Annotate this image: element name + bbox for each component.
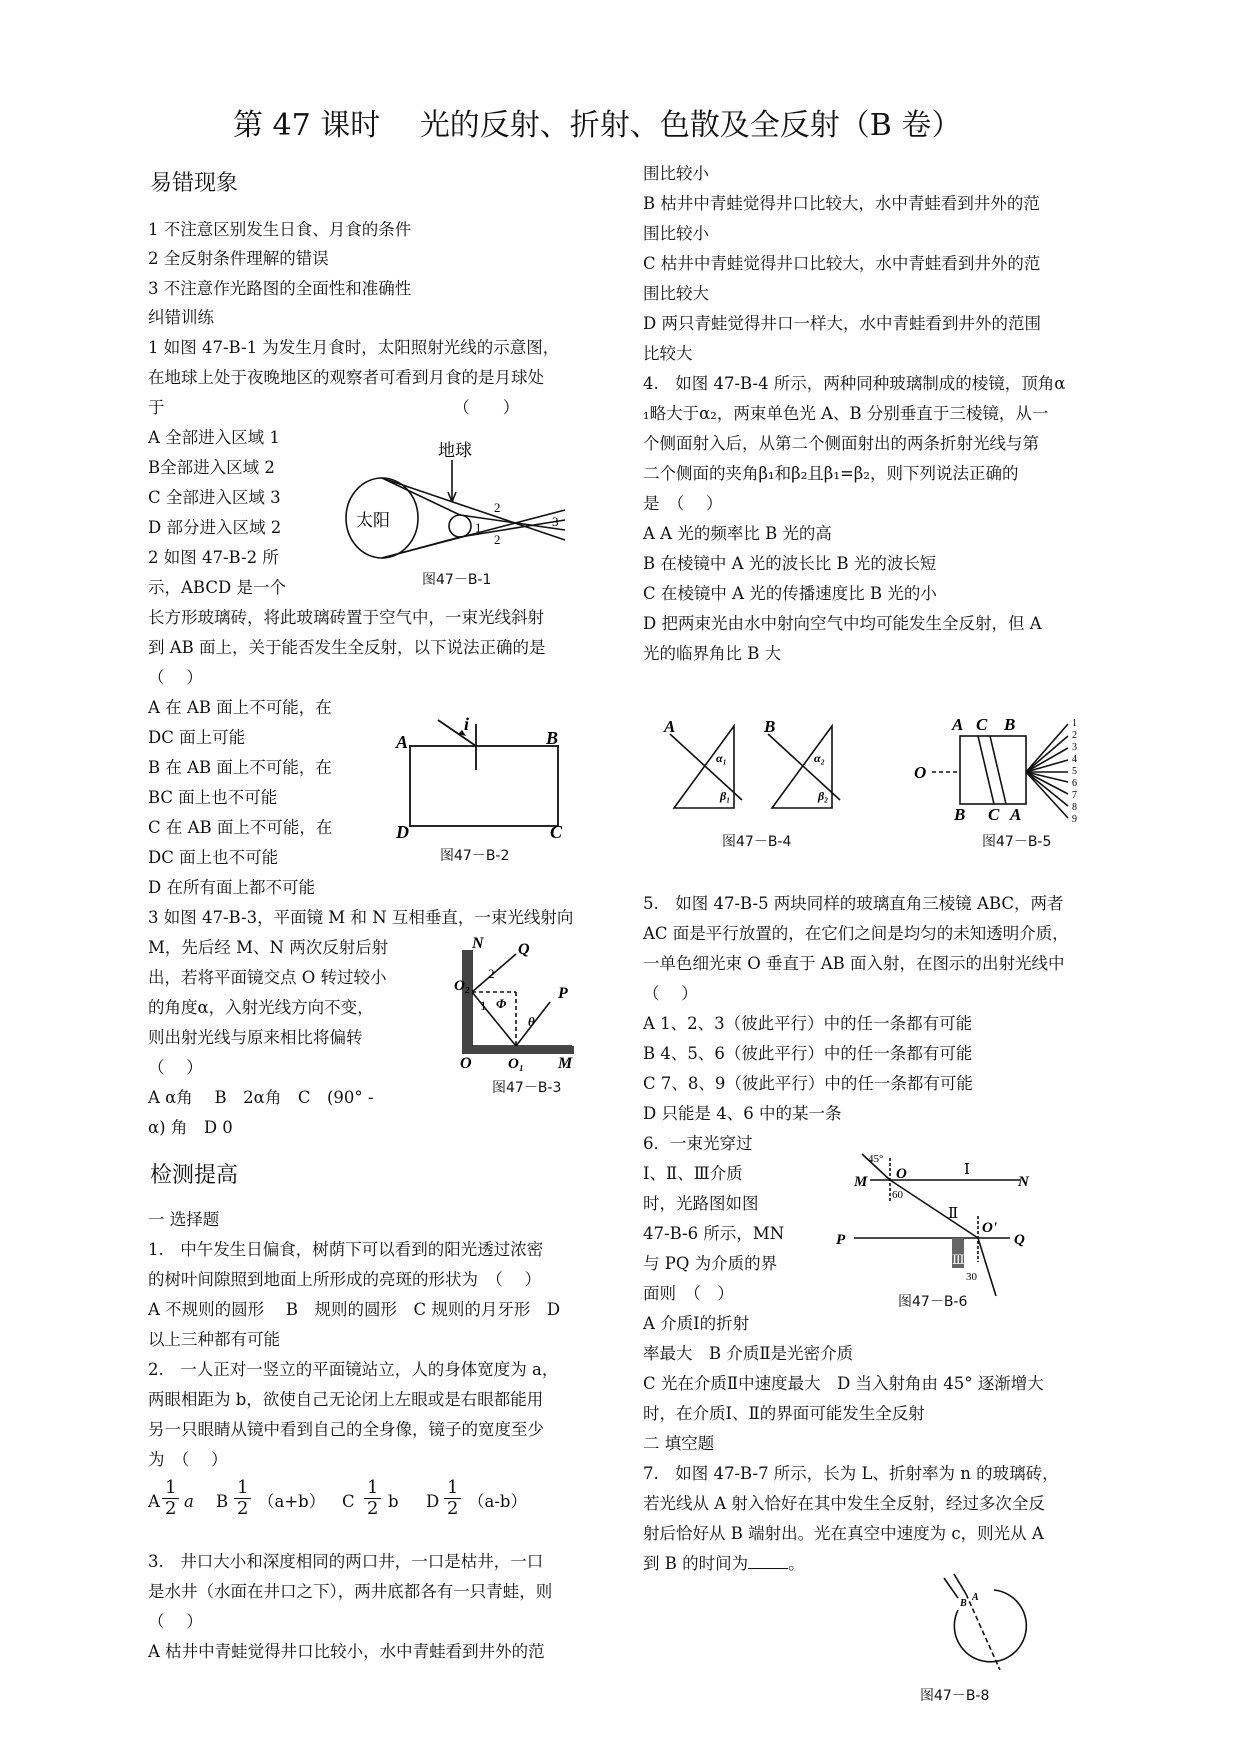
option-text: （a-b） [468,1492,527,1511]
fraction [234,1478,251,1519]
question-text: 个侧面射入后，从第二个侧面射出的两条折射光线与第 [643,434,1039,453]
question-text-part: 到 B 的时间为 [643,1554,749,1573]
mistake-item: 2 全反射条件理解的错误 [148,249,329,268]
question-text: AC 面是平行放置的，在它们之间是均匀的未知透明介质， [643,924,1069,943]
question-text: 2 如图 47-B-2 所 [148,548,279,567]
question-text: 7. 如图 47-B-7 所示，长为 L、折射率为 n 的玻璃砖， [643,1464,1059,1483]
option-text: A A 光的频率比 B 光的高 [643,524,832,543]
option-text: D 只能是 4、6 中的某一条 [643,1104,842,1123]
ray-number: 2 [1072,730,1077,741]
numerator: 1 [364,1478,381,1499]
medium-label: Ⅱ [948,1206,959,1222]
option-text: DC 面上可能 [148,728,246,747]
denominator: 2 [165,1498,177,1519]
question-text: 到 AB 面上，关于能否发生全反射，以下说法正确的是 [148,638,546,657]
subheading-correction: 纠错训练 [148,308,214,327]
option-text: a [184,1492,194,1511]
ray-number: 1 [480,998,487,1013]
option-text: DC 面上也不可能 [148,848,279,867]
page-title: 第 47 课时 光的反射、折射、色散及全反射（B 卷） [233,108,962,143]
question-text: 3 如图 47-B-3，平面镜 M 和 N 互相垂直，一束光线射向 [148,908,574,927]
option-text: B 在棱镜中 A 光的波长比 B 光的波长短 [643,554,937,573]
figure-caption: 图47－B-4 [722,834,792,850]
angle-label: 60 [892,1189,903,1201]
option-letter: A [148,1492,160,1511]
question-text: 为 （ ） [148,1450,228,1469]
question-text-part: 。 [788,1554,805,1573]
figure-caption: 图47－B-3 [492,1080,562,1096]
interface-label: N [1018,1174,1029,1190]
question-text: ₁略大于α₂，两束单色光 A、B 分别垂直于三棱镜，从一 [643,404,1049,423]
question-text: 47-B-6 所示，MN [643,1224,785,1243]
ray-number: 8 [1072,802,1077,813]
question-text: 的角度α，入射光线方向不变， [148,998,374,1017]
subheading-choice: 一 选择题 [148,1210,220,1229]
question-text: 与 PQ 为介质的界 [643,1254,778,1273]
option-text: C 光在介质Ⅱ中速度最大 D 当入射角由 45° 逐渐增大 [643,1374,1044,1393]
option-text: A 介质Ⅰ的折射 [643,1314,750,1333]
region-label: 2 [494,500,501,515]
question-text: 则出射光线与原来相比将偏转 [148,1028,363,1047]
question-text: 面则 （ ） [643,1284,734,1303]
vertex-label: A [952,715,964,734]
option-text: D 把两束光由水中射向空气中均可能发生全反射，但 A [643,614,1042,633]
option-text: B 在 AB 面上不可能，在 [148,758,332,777]
region-label: 3 [552,514,559,529]
option-letter: B [216,1492,229,1511]
option-text: C 枯井中青蛙觉得井口比较大，水中青蛙看到井外的范 [643,254,1041,273]
subheading-fill: 二 填空题 [643,1434,715,1453]
figure-47-b-3 [448,928,578,1072]
point-label: O₂ [454,978,471,994]
vertex-label: D [396,822,409,842]
question-text: 3. 井口大小和深度相同的两口井，一口是枯井，一口 [148,1552,544,1571]
ray-number: 2 [488,966,495,981]
vertex-label: A [396,732,409,752]
figure-47-b-6 [836,1150,1030,1300]
option-text: C 在棱镜中 A 光的传播速度比 B 光的小 [643,584,937,603]
question-text: 一单色细光束 O 垂直于 AB 面入射，在图示的出射光线中 [643,954,1065,973]
medium-label: Ⅲ [952,1252,965,1267]
vertex-label: A [1010,805,1022,824]
question-text: 是水井（水面在井口之下），两井底都各有一只青蛙，则 [148,1582,553,1601]
interface-label: P [836,1232,846,1248]
figure-47-b-5 [910,716,1090,824]
numerator: 1 [162,1478,179,1499]
ray-label: Q [518,941,530,958]
ray-number: 7 [1072,790,1077,801]
option-text: 率最大 B 介质Ⅱ是光密介质 [643,1344,854,1363]
earth-circle [449,515,471,537]
question-text [643,1554,805,1574]
option-text: 围比较大 [643,284,709,303]
denominator: 2 [237,1498,249,1519]
mistake-item: 3 不注意作光路图的全面性和准确性 [148,279,412,298]
option-text: b [388,1492,399,1511]
ray-number: 5 [1072,766,1077,777]
angle-label: β₂ [818,789,829,803]
ray-label: P [558,985,568,1002]
point-label: O' [982,1220,997,1236]
option-text: 比较大 [643,344,693,363]
option-text: 围比较小 [643,164,709,183]
figure-caption: 图47－B-6 [898,1294,968,1310]
vertex-label: B [546,728,559,748]
angle-label: θ [528,1014,535,1029]
denominator: 2 [367,1498,379,1519]
option-text: B 4、5、6（彼此平行）中的任一条都有可能 [643,1044,973,1063]
option-text: B 枯井中青蛙觉得井口比较大，水中青蛙看到井外的范 [643,194,1040,213]
option-text: A 全部进入区域 1 [148,428,280,447]
ray-number: 6 [1072,778,1077,789]
question-text: 6．一束光穿过 [643,1134,753,1153]
question-text: M，先后经 M、N 两次反射后射 [148,938,389,957]
region-label: 2 [494,532,501,547]
numerator: 1 [444,1478,461,1499]
figure-caption: 图47－B-2 [440,848,510,864]
question-text: 4. 如图 47-B-4 所示，两种同种玻璃制成的棱镜，顶角α [643,374,1066,393]
ray-number: 9 [1072,814,1077,825]
numerator: 1 [234,1478,251,1499]
option-text: A 在 AB 面上不可能，在 [148,698,332,717]
question-text: 二个侧面的夹角β₁和β₂且β₁=β₂，则下列说法正确的 [643,464,1019,483]
vertex-label: C [988,805,1000,824]
question-text: 2. 一人正对一竖立的平面镜站立，人的身体宽度为 a， [148,1360,559,1379]
option-text: C 在 AB 面上不可能，在 [148,818,333,837]
mistake-item: 1 不注意区别发生日食、月食的条件 [148,220,412,239]
figure-47-b-2 [396,714,576,842]
fraction [364,1478,381,1519]
figure-caption: 图47－B-1 [422,572,492,588]
vertex-label: B [1004,715,1016,734]
question-text: （ ） [643,984,698,1003]
option-text: D 两只青蛙觉得井口一样大，水中青蛙看到井外的范围 [643,314,1041,333]
incident-ray [438,720,476,746]
question-text: 5. 如图 47-B-5 两块同样的玻璃直角三棱镜 ABC，两者 [643,894,1064,913]
angle-label: Φ [496,996,507,1011]
angle-label: β₁ [720,789,731,803]
question-text: 射后恰好从 B 端射出。光在真空中速度为 c，则光从 A [643,1524,1044,1543]
angle-label: i [464,714,470,734]
vertex-label: B [954,805,966,824]
ray-a [670,734,742,800]
question-text: 1 如图 47-B-1 为发生月食时，太阳照射光线的示意图， [148,338,560,357]
point-label: O₁ [508,1056,525,1072]
answer-blank[interactable] [748,1568,788,1569]
sun-label: 太阳 [356,511,390,530]
option-text: α) 角 D 0 [148,1118,233,1137]
point-label: O [896,1166,907,1182]
option-text: A α角 B 2α角 C (90° - [148,1088,374,1107]
question-text: 的树叶间隙照到地面上所形成的亮斑的形状为 （ ） [148,1270,541,1289]
beam-label: O [914,763,927,782]
question-text: 另一只眼睛从镜中看到自己的全身像，镜子的宽度至少 [148,1420,544,1439]
mirror-label: M [558,1055,573,1072]
option-text: A 不规则的圆形 B 规则的圆形 C 规则的月牙形 D [148,1300,561,1319]
option-text: D 在所有面上都不可能 [148,878,315,897]
section-heading-mistakes: 易错现象 [150,171,239,196]
region-label: 1 [475,520,482,535]
angle-label: α₂ [814,751,825,765]
option-text: 时，在介质Ⅰ、Ⅱ的界面可能发生全反射 [643,1404,925,1423]
angle-label: 30 [966,1271,977,1283]
option-text: A 枯井中青蛙觉得井口比较小，水中青蛙看到井外的范 [148,1642,545,1661]
ray-number: 3 [1072,742,1077,753]
glass-brick [410,746,558,826]
question-text: 若光线从 A 射入恰好在其中发生全反射，经过多次全反 [643,1494,1045,1513]
medium-label: Ⅰ [964,1162,970,1178]
figure-47-b-1 [340,441,580,588]
option-letter: C [342,1492,355,1511]
vertex-label: C [976,715,988,734]
figure-caption: 图47－B-8 [920,1688,990,1704]
figure-47-b-4 [660,716,860,816]
section-heading-test: 检测提高 [150,1163,239,1188]
question-text: （ ） [148,668,203,687]
ray-label: B [764,717,776,736]
question-text: Ⅰ、Ⅱ、Ⅲ介质 [643,1164,743,1183]
question-text: 长方形玻璃砖，将此玻璃砖置于空气中，一束光线斜射 [148,608,544,627]
point-label: O [460,1055,472,1072]
option-letter: D [426,1492,440,1511]
question-text: 出，若将平面镜交点 O 转过较小 [148,968,387,987]
angle-label: α₁ [716,751,727,765]
earth-label: 地球 [438,441,472,460]
option-text: 以上三种都有可能 [148,1330,280,1349]
reflected-ray [472,992,516,1046]
option-text: 光的临界角比 B 大 [643,644,782,663]
figure-47-b-8 [940,1572,1030,1682]
option-text: B全部进入区域 2 [148,458,275,477]
question-text: 示，ABCD 是一个 [148,578,286,597]
figure-caption: 图47－B-5 [982,834,1052,850]
question-text: 在地球上处于夜晚地区的观察者可看到月食的是月球处 [148,368,544,387]
interface-label: Q [1014,1232,1025,1248]
interface-label: M [854,1174,868,1190]
fraction [162,1478,179,1519]
refracted-ray [890,1180,978,1238]
fraction [444,1478,461,1519]
denominator: 2 [447,1498,459,1519]
exit-ray [978,1238,996,1296]
ray-number: 1 [1072,718,1077,729]
mirror-label: N [472,935,484,952]
question-text: 是 （ ） [643,494,723,513]
ray-b [768,734,840,800]
question-text: 时，光路图如图 [643,1194,759,1213]
option-text: A 1、2、3（彼此平行）中的任一条都有可能 [643,1014,973,1033]
question-text: 于 （ ） [148,398,520,417]
point-label: A [972,1592,979,1603]
option-text: （a+b） [258,1492,326,1511]
angle-label: 45° [868,1153,884,1165]
option-text: 围比较小 [643,224,709,243]
ray-number: 4 [1072,754,1077,765]
option-text: BC 面上也不可能 [148,788,278,807]
option-text: D 部分进入区域 2 [148,518,282,537]
point-label: B [960,1598,967,1609]
question-text: 两眼相距为 b，欲使自己无论闭上左眼或是右眼都能用 [148,1390,544,1409]
ray-label: A [664,717,676,736]
option-text: C 7、8、9（彼此平行）中的任一条都有可能 [643,1074,973,1093]
question-text: 1. 中午发生日偏食，树荫下可以看到的阳光透过浓密 [148,1240,544,1259]
option-text: C 全部进入区域 3 [148,488,281,507]
question-text: （ ） [148,1058,203,1077]
vertex-label: C [550,822,563,842]
question-text: （ ） [148,1612,203,1631]
